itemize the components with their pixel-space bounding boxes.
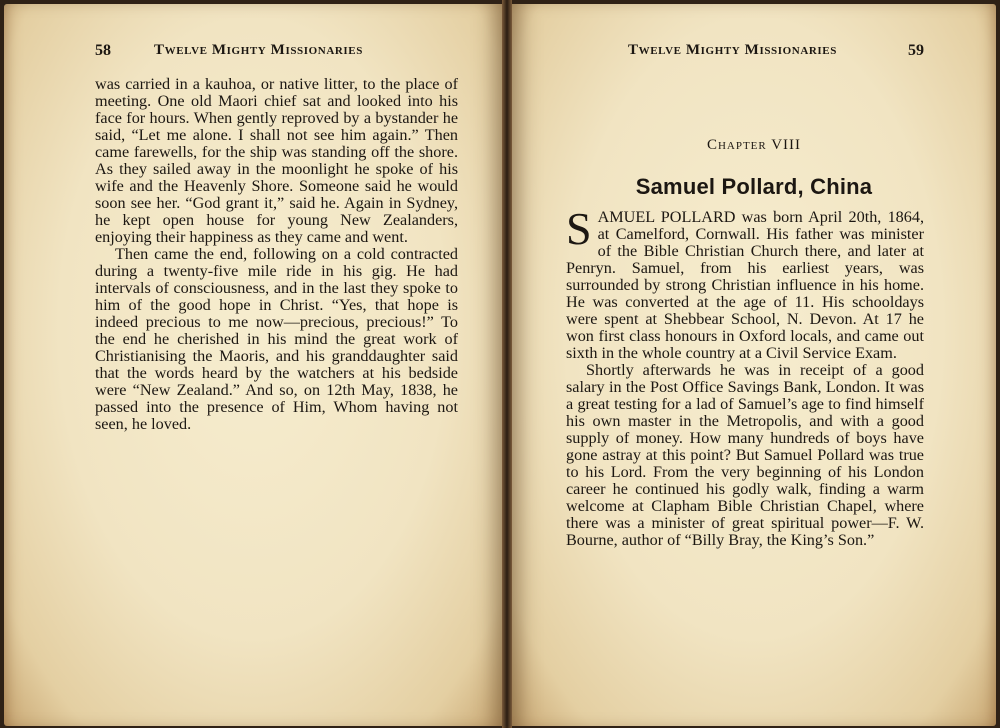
left-body-text bbox=[95, 76, 458, 433]
paragraph: Then came the end, following on a cold contracted during a twenty-five mile ride in his gig. He had intervals of consciousness, and in the last they spoke to him of the good hope in Christ. “Yes, that hope is indeed precious to me now—precious, precious!” To the end he cherished in his mind the great work of Christianising the Maoris, and his granddaughter said that the words heard by the watchers at his bedside were “New Zealand.” And so, on 12th May, 1838, he passed into the presence of Him, Whom having not seen, he loved. bbox=[95, 245, 458, 433]
running-head: Twelve Mighty Missionaries bbox=[628, 42, 837, 58]
drop-cap: S bbox=[566, 203, 592, 254]
chapter-title: Samuel Pollard, China bbox=[635, 174, 873, 199]
chapter-label: Chapter VIII bbox=[706, 137, 802, 153]
page-number: 58 bbox=[95, 42, 111, 59]
left-page bbox=[4, 4, 502, 726]
right-page bbox=[512, 4, 996, 726]
name-caps: AMUEL POLLARD bbox=[597, 208, 736, 226]
paragraph: Shortly afterwards he was in receipt of a good salary in the Post Office Savings Bank, London. It was a great testing for a lad of Samuel’s age to find himself his own master in the Metropolis, and with a good supply of money. How many hundreds of boys have gone astray at this point? But Samuel Pollard was true to his Lord. From the very beginning of his London career he continued his godly walk, finding a warm welcome at Clapham Bible Christian Chapel, where there was a minister of great spiritual power—F. W. Bourne, author of “Billy Bray, the King’s Son.” bbox=[566, 361, 924, 549]
paragraph bbox=[566, 203, 924, 362]
paragraph: was carried in a kauhoa, or native litter, to the place of meeting. One old Maori chief sat and looked into his face for hours. When gently reproved by a bystander he said, “Let me alone. I shall not see him again.” Then came farewells, for the ship was standing off the shore. As they sailed away in the moonlight he spoke of his wife and the Heavenly Shore. Someone said he would soon see her. “God grant it,” said he. Again in Sydney, he kept open house for young New Zealanders, enjoying their happiness as they came and went. bbox=[95, 75, 458, 246]
book-gutter bbox=[502, 0, 512, 728]
page-number: 59 bbox=[908, 42, 924, 59]
running-head: Twelve Mighty Missionaries bbox=[154, 42, 363, 58]
paragraph-text: was born April 20th, 1864, at Camelford, Cornwall. His father was minister of the Bible Christian Church there, and later at Penryn. Samuel, from his earliest years, was surrounded by strong Christian influence in his home. He was converted at the age of 11. His schooldays were spent at Shebbear School, N. Devon. At 17 he won first class honours in Oxford locals, and came out sixth in the whole country at a Civil Service Exam. bbox=[566, 208, 924, 362]
right-body-text bbox=[566, 203, 924, 549]
